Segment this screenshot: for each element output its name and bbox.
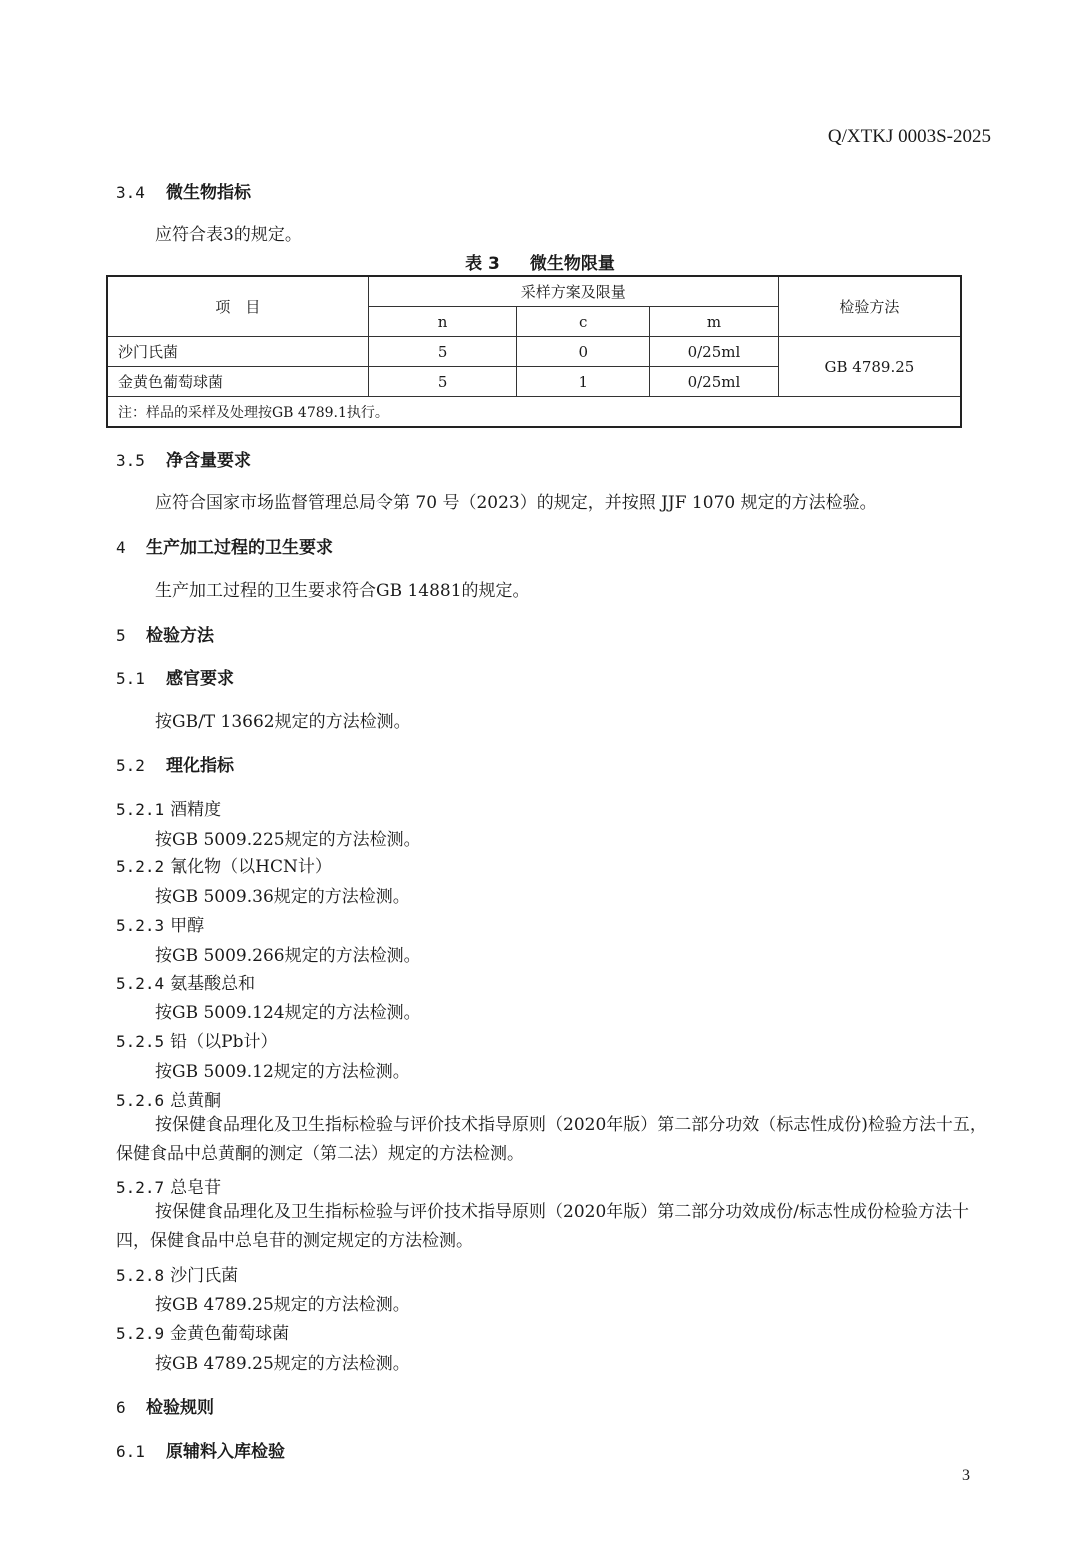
subsection-heading (116, 795, 221, 820)
microbial-limits-table (106, 275, 962, 428)
section-6-1-heading (116, 1437, 285, 1462)
subsection-text: 按GB 5009.266规定的方法检测。 (155, 946, 421, 966)
header-sampling: 采样方案及限量 (368, 276, 778, 307)
row-m: 0/25ml (650, 337, 779, 367)
subsection-title: 总皂苷 (170, 1178, 222, 1198)
subsection-heading (116, 969, 255, 994)
subsection-text: 按保健食品理化及卫生指标检验与评价技术指导原则（2020年版）第二部分功效成份/标志性成份检验方法十四，保健食品中总皂苷的测定规定的方法检测。 (116, 1202, 969, 1251)
row-c: 1 (517, 367, 650, 397)
row-item: 金黄色葡萄球菌 (107, 367, 368, 397)
subsection-heading (116, 1086, 221, 1111)
section-title: 理化指标 (166, 756, 234, 776)
section-number: 3.5 (116, 451, 145, 470)
section-number: 6.1 (116, 1442, 145, 1461)
section-title: 原辅料入库检验 (166, 1442, 285, 1462)
subsection-title: 甲醇 (170, 916, 205, 936)
subsection-number: 5.2.8 (116, 1266, 165, 1285)
row-m: 0/25ml (650, 367, 779, 397)
section-5-heading (116, 621, 214, 646)
row-c: 0 (517, 337, 650, 367)
section-4-text: 生产加工过程的卫生要求符合GB 14881的规定。 (155, 581, 530, 601)
subsection-heading (116, 852, 332, 877)
section-6-heading (116, 1393, 214, 1418)
section-title: 微生物指标 (166, 183, 251, 203)
row-item: 沙门氏菌 (107, 337, 368, 367)
section-5-2-heading (116, 751, 234, 776)
subsection-heading (116, 911, 204, 936)
table-caption-title: 微生物限量 (529, 254, 615, 274)
subsection-number: 5.2.4 (116, 974, 165, 993)
table-note: 注：样品的采样及处理按GB 4789.1执行。 (107, 397, 961, 428)
section-3-5-text: 应符合国家市场监督管理总局令第 70 号（2023）的规定，并按照 JJF 1070 规定的方法检验。 (155, 493, 877, 513)
table-caption-number: 表 3 (465, 254, 500, 274)
header-item: 项 目 (107, 276, 368, 337)
subsection-text: 按保健食品理化及卫生指标检验与评价技术指导原则（2020年版）第二部分功效（标志性成份)检验方法十五，保健食品中总黄酮的测定（第二法）规定的方法检测。 (116, 1115, 987, 1164)
subsection-heading (116, 1027, 278, 1052)
section-title: 检验规则 (146, 1398, 214, 1418)
section-number: 5.2 (116, 756, 145, 775)
header-method: 检验方法 (778, 276, 961, 337)
subsection-number: 5.2.2 (116, 857, 165, 876)
page-number: 3 (962, 1467, 970, 1484)
subsection-title: 氨基酸总和 (170, 974, 256, 994)
section-number: 6 (116, 1398, 126, 1417)
subsection-heading (116, 1173, 221, 1198)
section-title: 生产加工过程的卫生要求 (146, 538, 333, 558)
subsection-number: 5.2.1 (116, 800, 165, 819)
section-5-1-heading (116, 664, 234, 689)
subsection-number: 5.2.7 (116, 1178, 165, 1197)
subsection-text: 按GB 5009.36规定的方法检测。 (155, 887, 410, 907)
subsection-title: 氰化物（以HCN计） (170, 857, 332, 877)
subsection-number: 5.2.6 (116, 1091, 165, 1110)
section-number: 3.4 (116, 183, 145, 202)
subsection-title: 金黄色葡萄球菌 (170, 1324, 290, 1344)
document-code: Q/XTKJ 0003S-2025 (827, 126, 991, 147)
subsection-text: 按GB 5009.12规定的方法检测。 (155, 1062, 410, 1082)
subsection-text: 按GB 4789.25规定的方法检测。 (155, 1295, 410, 1315)
section-number: 5 (116, 626, 126, 645)
row-n: 5 (368, 367, 517, 397)
section-3-4-heading (116, 178, 251, 203)
row-method: GB 4789.25 (778, 337, 961, 397)
section-5-1-text: 按GB/T 13662规定的方法检测。 (155, 712, 411, 732)
subsection-number: 5.2.9 (116, 1324, 165, 1343)
section-3-4-text: 应符合表3的规定。 (155, 225, 302, 245)
subsection-heading (116, 1319, 289, 1344)
subsection-heading (116, 1261, 238, 1286)
table-row (107, 337, 961, 367)
section-title: 检验方法 (146, 626, 214, 646)
subsection-text: 按GB 5009.225规定的方法检测。 (155, 830, 421, 850)
section-number: 5.1 (116, 669, 145, 688)
subsection-text: 按GB 4789.25规定的方法检测。 (155, 1354, 410, 1374)
subsection-text: 按GB 5009.124规定的方法检测。 (155, 1003, 421, 1023)
header-n: n (368, 307, 517, 337)
section-4-heading (116, 533, 333, 558)
section-number: 4 (116, 538, 126, 557)
header-c: c (517, 307, 650, 337)
section-title: 感官要求 (166, 669, 234, 689)
subsection-number: 5.2.3 (116, 916, 165, 935)
table-caption (0, 249, 1080, 274)
row-n: 5 (368, 337, 517, 367)
section-title: 净含量要求 (166, 451, 251, 471)
subsection-title: 铅（以Pb计） (170, 1032, 278, 1052)
subsection-number: 5.2.5 (116, 1032, 165, 1051)
subsection-title: 酒精度 (170, 800, 222, 820)
header-m: m (650, 307, 779, 337)
subsection-title: 沙门氏菌 (170, 1266, 239, 1286)
section-3-5-heading (116, 446, 251, 471)
subsection-title: 总黄酮 (170, 1091, 222, 1111)
